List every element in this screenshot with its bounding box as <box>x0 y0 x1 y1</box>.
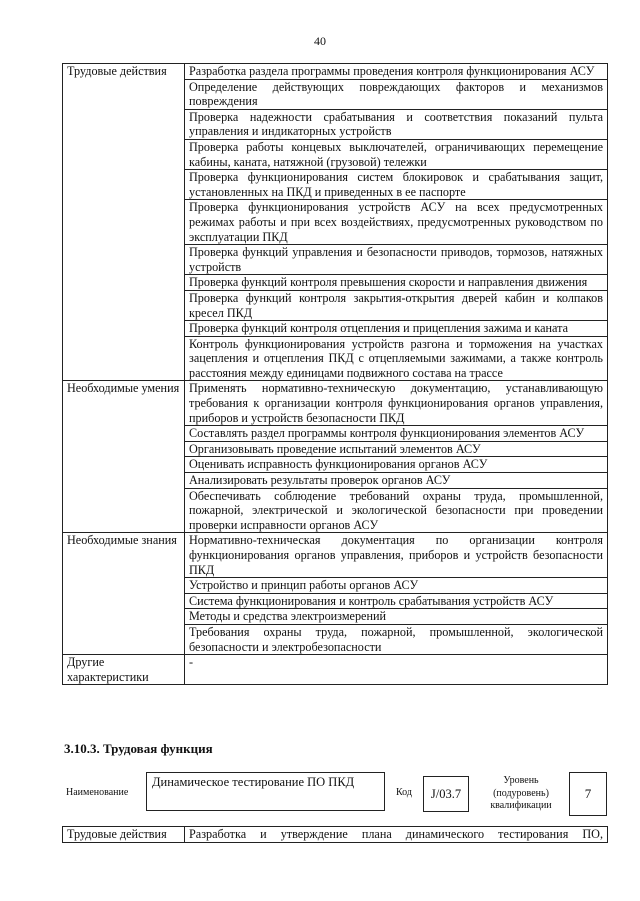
function-code-value: J/03.7 <box>423 776 469 812</box>
level-label-line: Уровень <box>503 775 539 786</box>
labor-actions-label: Трудовые действия <box>63 64 185 381</box>
other-characteristics-label: Другие характеристики <box>63 655 185 685</box>
labor-actions-label: Трудовые действия <box>63 827 185 843</box>
knowledge-label: Необходимые знания <box>63 533 185 655</box>
skill-item: Составлять раздел программы контроля функционирования элементов АСУ <box>185 426 608 442</box>
skill-item: Обеспечивать соблюдение требований охраны труда, промышленной, пожарной, электрической и экологической безопасности при проведении проверки исправности органов АСУ <box>185 488 608 533</box>
qualification-level-label <box>478 775 564 813</box>
labor-function-table <box>62 63 608 685</box>
knowledge-item: Система функционирования и контроль срабатывания устройств АСУ <box>185 593 608 609</box>
labor-action-item: Проверка функционирования устройств АСУ на всех предусмотренных режимах работы и при всех воздействиях, предусмотренных руководством по эксплуатации ПКД <box>185 200 608 245</box>
next-labor-function-table <box>62 826 608 843</box>
function-name-label: Наименование <box>66 787 129 798</box>
labor-action-item: Разработка и утверждение плана динамического тестирования ПО, <box>185 827 608 843</box>
labor-action-item: Контроль функционирования устройств разгона и торможения на участках зацепления и отцепления ПКД с отцепляемыми зажимами, а также контроль расстояния между единицами подвижного состава на трассе <box>185 336 608 381</box>
skills-label: Необходимые умения <box>63 381 185 533</box>
labor-action-item: Проверка функций контроля закрытия-открытия дверей кабин и колпаков кресел ПКД <box>185 290 608 320</box>
other-characteristics-value: - <box>185 655 608 685</box>
labor-action-item: Проверка работы концевых выключателей, ограничивающих перемещение кабины, каната, натяжной (грузовой) тележки <box>185 139 608 169</box>
labor-action-item: Проверка функций контроля отцепления и прицепления зажима и каната <box>185 321 608 337</box>
section-title: 3.10.3. Трудовая функция <box>64 741 213 756</box>
labor-action-item: Проверка функционирования систем блокировок и срабатывания защит, установленных на ПКД и приведенных в ее паспорте <box>185 170 608 200</box>
qualification-level-value: 7 <box>569 772 607 816</box>
code-label: Код <box>396 787 412 798</box>
skill-item: Организовывать проведение испытаний элементов АСУ <box>185 441 608 457</box>
page-number: 40 <box>314 34 326 48</box>
skill-item: Оценивать исправность функционирования органов АСУ <box>185 457 608 473</box>
labor-action-item: Разработка раздела программы проведения контроля функционирования АСУ <box>185 64 608 80</box>
function-name-value: Динамическое тестирование ПО ПКД <box>146 772 385 811</box>
level-label-line: (подуровень) <box>493 787 549 799</box>
knowledge-item: Нормативно-техническая документация по организации контроля функционирования органов управления, приборов и устройств безопасности ПКД <box>185 533 608 578</box>
skill-item: Анализировать результаты проверок органов АСУ <box>185 473 608 489</box>
skill-item: Применять нормативно-техническую документацию, устанавливающую требования к организации контроля функционирования органов управления, приборов и устройств безопасности ПКД <box>185 381 608 426</box>
knowledge-item: Устройство и принцип работы органов АСУ <box>185 578 608 594</box>
labor-action-item: Проверка функций управления и безопасности приводов, тормозов, натяжных устройств <box>185 245 608 275</box>
labor-action-item: Проверка надежности срабатывания и соответствия показаний пульта управления и индикаторных устройств <box>185 109 608 139</box>
labor-action-item: Определение действующих повреждающих факторов и механизмов повреждения <box>185 79 608 109</box>
labor-action-item: Проверка функций контроля превышения скорости и направления движения <box>185 275 608 291</box>
knowledge-item: Методы и средства электроизмерений <box>185 609 608 625</box>
level-label-line: квалификации <box>490 800 552 811</box>
knowledge-item: Требования охраны труда, пожарной, промышленной, экологической безопасности и электробезопасности <box>185 624 608 654</box>
